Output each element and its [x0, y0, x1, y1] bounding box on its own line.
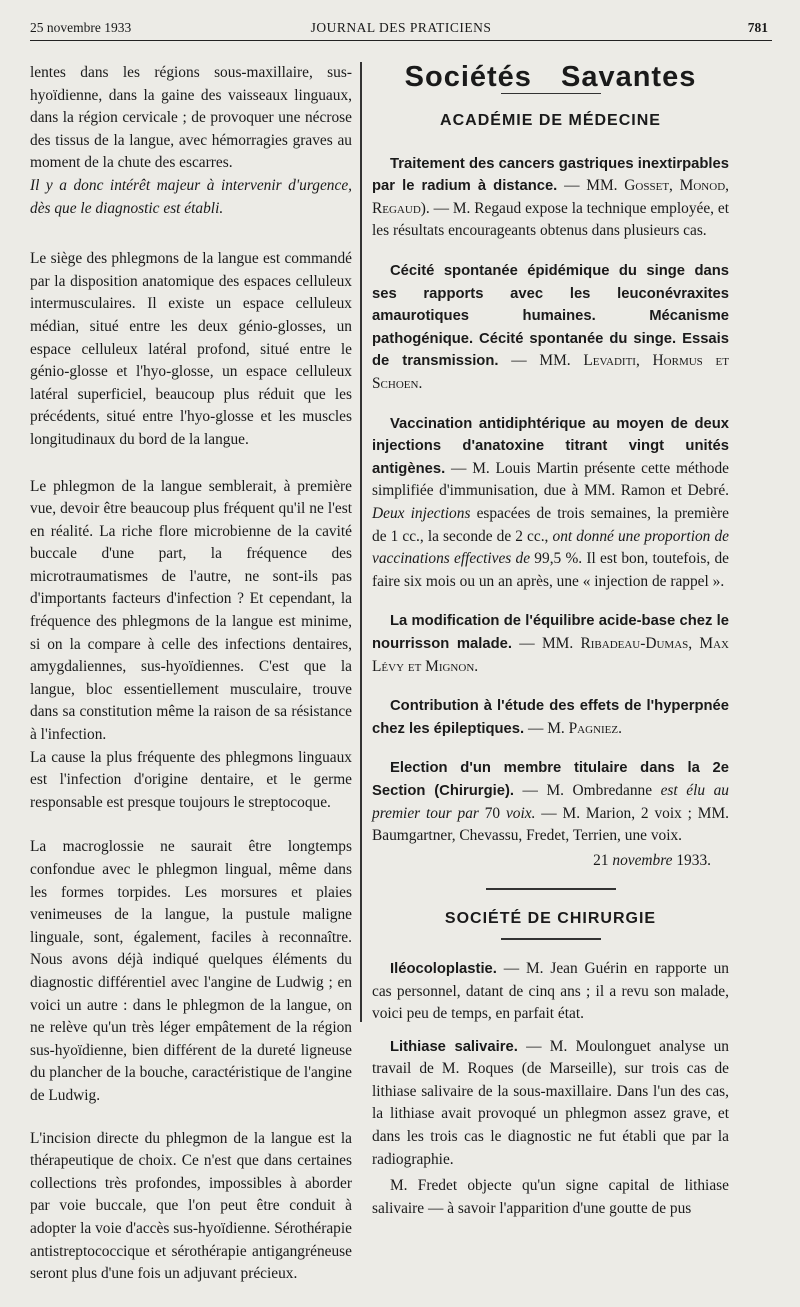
paragraph: La macroglossie ne saurait être longtemps confondue avec le phlegmon lingual, même dans les formes torpides. Les morsures et plaies venimeuses de la langue, la pustule maligne linguale, sont, également, faciles à reconnaître. Nous avons déjà indiqué quelques éléments du diagnostic différentiel avec l'angine de Ludwig ; en voici un autre : dans le phlegmon de la langue, on ne relève qu'un très léger empâtement de la région sus-hyoïdienne, bien différent de la dureté ligneuse du plancher de la bouche, caractéristique de l'angine de Ludwig.	[30, 838, 352, 1104]
entry-title: Contribution à l'étude des effets de l'hyperpnée chez les épileptiques.	[372, 698, 729, 737]
academie-entry	[372, 757, 729, 847]
entry-title: Vaccination antidiphtérique au moyen de deux injections d'anatoxine titrant vingt unités antigènes.	[372, 415, 729, 477]
entry-title: Cécité spontanée épidémique du singe dans ses rapports avec les leuconévraxites amaurotiques humaines. Mécanisme pathogénique. Cécité spontanée du singe. Essais de transmission.	[372, 263, 729, 370]
chirurgie-entry	[372, 958, 729, 1026]
entry-title: Lithiase salivaire.	[390, 1038, 518, 1055]
entry-text-italic: voix.	[505, 804, 536, 822]
entry-authors: — M. Pagniez.	[528, 719, 622, 737]
entry-title: Election d'un membre titulaire dans la 2e Section (Chirurgie).	[372, 760, 729, 799]
date-day: 21	[593, 851, 609, 869]
entry-authors: — MM. Levaditi, Hormus et Schoen.	[372, 352, 729, 393]
chirurgie-entry: M. Fredet objecte qu'un signe capital de lithiase salivaire — à savoir l'apparition d'une goutte de pus	[372, 1177, 729, 1217]
chirurgie-entry	[372, 1036, 729, 1172]
entry-title: La modification de l'équilibre acide-base chez le nourrisson malade.	[372, 613, 729, 652]
journal-title: JOURNAL DES PRATICIENS	[310, 20, 492, 35]
entry-text: 99,5 %. Il est bon, toutefois, de faire six mois ou un an après, une « injection de rappel ».	[372, 550, 729, 590]
entry-title: Iléocoloplastie.	[390, 960, 497, 977]
left-column	[30, 62, 352, 1307]
paragraph: lentes dans les régions sous-maxillaire, sus-hyoïdienne, dans la gaine des vaisseaux linguaux, dans la région cervicale ; de provoquer une nécrose des tissus de la langue, avec hémorragies graves au moment de la chute des escarres.	[30, 64, 352, 172]
emphasis-paragraph: Il y a donc intérêt majeur à intervenir d'urgence, dès que le diagnostic est établi.	[30, 176, 352, 217]
session-date	[372, 850, 711, 873]
entry-text: 70	[484, 804, 501, 822]
right-column	[372, 62, 729, 1237]
academie-entry	[372, 153, 729, 243]
section-rule	[486, 888, 616, 890]
column-divider	[360, 62, 362, 1022]
paragraph: Le siège des phlegmons de la langue est commandé par la disposition anatomique des espaces celluleux intermusculaires. Il existe un espace celluleux médian, situé entre les deux génio-glosses, un espace celluleux latéral profond, situé entre le génio-glosse et l'hyo-glosse, un espace celluleux latéral superficiel, beaucoup plus réduit que les précédents, situé entre l'hyo-glosse et les muscles longitudinaux du bord de la langue.	[30, 250, 352, 448]
entry-authors: — MM. Gosset, Monod, Regaud).	[372, 177, 729, 217]
title-rule	[501, 938, 601, 940]
section-title: Sociétés Savantes	[404, 61, 697, 93]
entry-text: — M. Marion, 2 voix ; MM. Baumgartner, Chevassu, Fredet, Terrien, une voix.	[372, 804, 729, 845]
academie-entry	[372, 260, 729, 396]
entry-text: espacées de trois semaines, la première de 1 cc., la seconde de 2 cc.,	[372, 505, 730, 545]
entry-text: — M. Louis Martin présente cette méthode simplifiée d'immunisation, due à MM. Ramon et Debré.	[372, 459, 729, 500]
paragraph: Le phlegmon de la langue semblerait, à première vue, devoir être beaucoup plus fréquent qu'il ne l'est en réalité. La riche flore microbienne de la cavité buccale d'une part, la fréquence des microtraumatismes de l'autre, ne sont-ils pas d'importants facteurs d'infection ? Et cependant, la fréquence des phlegmons de la langue est minime, si on la compare à celle des infections dentaires, amygdaliennes, sus-hyoïdiennes. C'est que la langue, bloc essentiellement musculaire, trouve dans sa constitution même la raison de sa résistance à l'infection.	[30, 477, 352, 744]
entry-text: — M. Jean Guérin en rapporte un cas personnel, datant de cinq ans ; il a revu son malade, voici peu de temps, en parfait état.	[372, 959, 729, 1023]
entry-authors: — MM. Ribadeau-Dumas, Max Lévy et Mignon.	[372, 634, 729, 675]
academie-entry	[372, 695, 729, 740]
issue-date: 25 novembre 1933	[30, 20, 132, 35]
page-number: 781	[747, 20, 768, 35]
entry-text-italic: est élu au premier tour par	[372, 781, 729, 822]
academie-entry	[372, 610, 729, 678]
date-month: novembre	[612, 851, 673, 869]
entry-title: Traitement des cancers gastriques inextirpables par le radium à distance.	[372, 155, 729, 195]
academie-title: ACADÉMIE DE MÉDECINE	[440, 112, 661, 130]
entry-text: — M. Regaud expose la technique employée, et les résultats encourageants obtenus dans plusieurs cas.	[372, 199, 729, 240]
academie-entry	[372, 413, 729, 594]
entry-text: — M. Ombredanne	[522, 781, 653, 799]
entry-text: — M. Moulonguet analyse un travail de M. Roques (de Marseille), sur trois cas de lithiase salivaire de la sous-maxillaire. Dans l'un des cas, la lithiase avait provoqué un phlegmon assez grave, et dans les trois cas le diagnostic ne fut établi que par la radiographie.	[372, 1037, 729, 1168]
paragraph: La cause la plus fréquente des phlegmons linguaux est l'infection d'origine dentaire, et le germe responsable est presque toujours le streptocoque.	[30, 748, 352, 811]
entry-text-italic: ont donné une proportion de vaccinations effectives de	[372, 527, 729, 568]
date-year: 1933.	[676, 851, 711, 869]
entry-text-italic: Deux injections	[372, 505, 471, 522]
paragraph: L'incision directe du phlegmon de la langue est la thérapeutique de choix. Ce n'est que dans certaines collections très profondes, impossibles à aborder par voie buccale, que l'on peut être conduit à adopter la voie d'accès sus-hyoïdienne. Sérothérapie antistreptococcique et sérothérapie antigangréneuse seront plus d'une fois un adjuvant précieux.	[30, 1129, 352, 1283]
running-header	[30, 18, 772, 41]
chirurgie-title: SOCIÉTÉ DE CHIRURGIE	[444, 909, 657, 927]
